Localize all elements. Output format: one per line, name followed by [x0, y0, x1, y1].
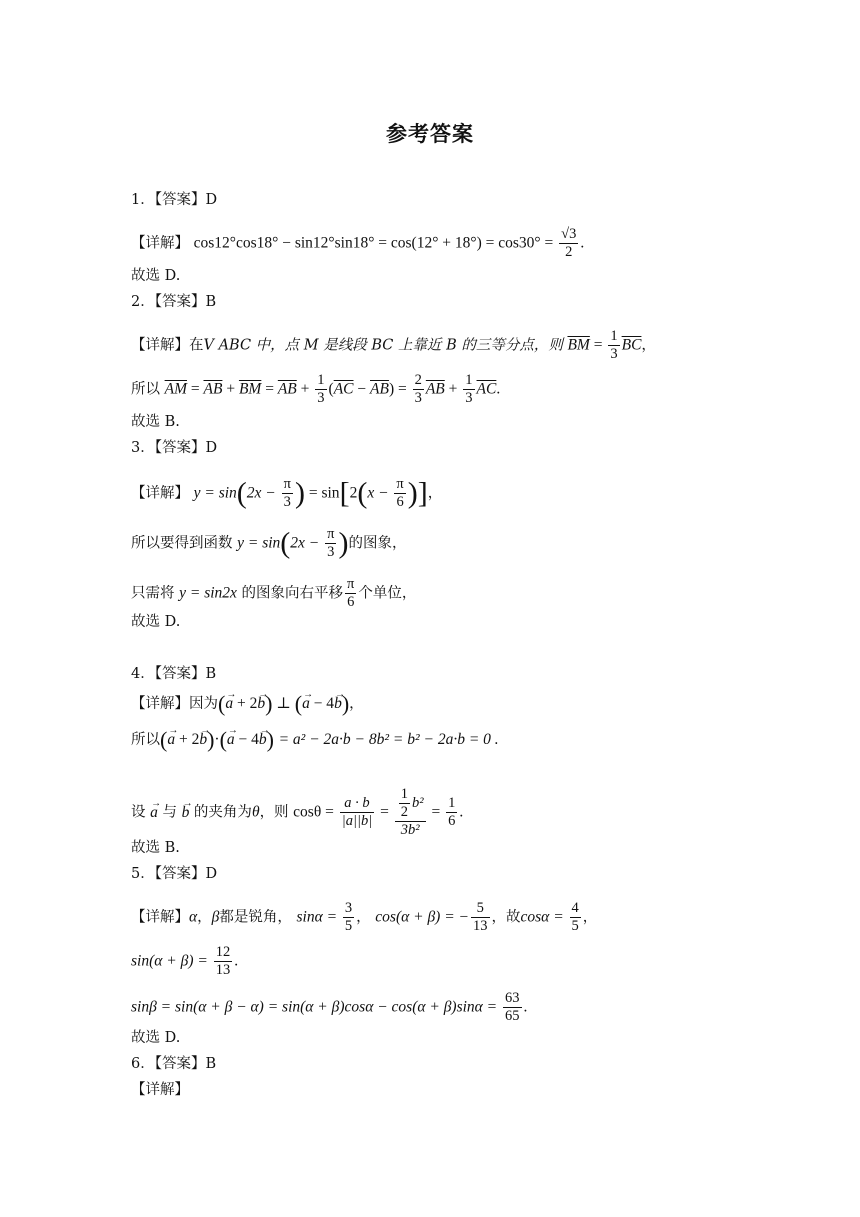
q4-frac-result [446, 795, 457, 830]
q2-vector-am: $\overline{AM}$ [164, 380, 187, 398]
q4-line3-c: 的夹角为 [189, 804, 252, 821]
q4-answer: 4．【答案】B [131, 666, 217, 682]
q2-vector-bm-2: $\overline{BM}$ [238, 380, 262, 398]
q4-frac-num: a · b [340, 795, 374, 813]
q5-frac-63-65 [503, 990, 522, 1025]
q4-line2: 所以(→ a + 2→ b)·(→ a − 4→ b) = a² − 2a·b − 8b² = b² − 2a·b = 0 . [131, 730, 499, 750]
q3-y-sin-2: y = sin [237, 534, 281, 552]
q2-frac2-den: 3 [317, 390, 325, 406]
q4-frac-compound [395, 786, 426, 839]
q1-expression: cos12°cos18° − sin12°sin18° = cos(12° + 18°) = cos30° = [193, 234, 558, 252]
q5-frac-12-13 [214, 944, 233, 979]
q5-frac-3-5 [343, 900, 354, 935]
q4-detail: 【详解】因为(→ a + 2→ b) ⊥ (→ a − 4→ b)， [131, 694, 364, 714]
q5-n5: 5 [471, 900, 490, 918]
q4-frac-den: |a||b| [341, 813, 373, 829]
q4-line2-label: 所以 [131, 732, 160, 748]
q2-frac3-num: 2 [414, 372, 422, 388]
q3-arg: 2x − [246, 484, 280, 502]
q2-so: 所以 [131, 381, 165, 398]
q1-frac-den: 2 [565, 244, 573, 260]
q3-three: 3 [283, 494, 291, 510]
q3-choice: 故选 D. [131, 614, 181, 630]
q5-frac-5-13 [471, 900, 490, 935]
q3-answer: 3．【答案】D [131, 440, 218, 456]
q4-line2-expr: = a² − 2a·b − 8b² = b² − 2a·b = 0 . [278, 731, 499, 748]
q5-sin-alpha: sinα = [296, 908, 341, 926]
q1-fraction [559, 226, 578, 261]
q3-detail-label: 【详解】 [131, 485, 189, 502]
q3-six-2: 6 [347, 594, 355, 610]
q2-eq: = [589, 336, 607, 354]
q4-line3-a: 设 [131, 804, 151, 821]
q1-detail-label: 【详解】 [131, 235, 189, 252]
q2-frac-third [608, 328, 619, 363]
q5-line2: sin(α + β) = $\frac{12}{13}$ . [131, 944, 239, 978]
q5-alpha: α [189, 908, 198, 926]
q3-pi-3: π [327, 526, 335, 542]
q2-vector-ab-3: $\overline{AB}$ [370, 380, 389, 398]
q2-frac-num: 1 [610, 328, 618, 344]
q2-detail-text: V ABC 中，点 M 是线段 BC 上靠近 B 的三等分点，则 [203, 337, 563, 354]
q5-beta: β [211, 908, 220, 926]
page-title: 参考答案 [386, 122, 474, 146]
q3-frac-pi3 [282, 476, 293, 511]
q1-answer: 1．【答案】D [131, 192, 218, 208]
q5-d65: 65 [505, 1008, 520, 1024]
q3-three-2: 3 [327, 544, 335, 560]
q3-line2-text: 所以要得到函数 [131, 535, 233, 552]
q3-line3-c: 个单位， [358, 585, 417, 602]
q4-3b2: 3b² [400, 822, 420, 838]
q3-frac-pi3-2 [325, 526, 336, 561]
q2-frac-third-2 [315, 372, 326, 407]
q2-vector-ac: $\overline{AC}$ [333, 380, 354, 398]
q5-n63: 63 [505, 990, 520, 1006]
q3-x-minus: x − [367, 484, 393, 502]
q2-detail [131, 328, 656, 363]
q5-cos-alpha: cosα = [520, 908, 568, 926]
q2-frac2-num: 1 [317, 372, 325, 388]
q3-line3-b: 的图象向右平移 [241, 585, 344, 602]
q5-cos-ab: cos(α + β) = − [375, 908, 470, 926]
q2-answer: 2．【答案】B [131, 294, 217, 310]
q2-line2: 所以 $\overline{AM} = \overline{AB} + \overline{BM} = \overline{AB}$ + $\frac{1}{3}$ $(\overline{AC} - \overline{AB})$ = $\frac{2}{3}$ $\overline{AB}$ + $\frac{1}{3}$ $\overline{AC}$. [131, 372, 501, 406]
q6-answer: 6．【答案】B [131, 1056, 217, 1072]
q5-detail: 【详解】α，β都是锐角， sinα = $\frac{3}{5}$ ， cos(α + β) = − $\frac{5}{13}$ ，故cosα = $\frac{4}{5}$ ， [131, 900, 598, 934]
q4-theta: θ [251, 803, 260, 821]
q5-sin-ab: sin(α + β) = [131, 952, 212, 970]
q4-line3: 设 → a 与 → b 的夹角为θ，则 cosθ = $\frac{a \cdot b}{|a||b|}$ = $\frac{1}{2}$ b² 3b² = $\frac{1}{6}$ . [131, 786, 463, 839]
q3-y-sin: y = sin [193, 484, 237, 502]
q5-detail-label: 【详解】 [131, 909, 189, 926]
q2-detail-label: 【详解】在 [131, 337, 204, 354]
q5-frac-4-5 [570, 900, 581, 935]
q5-n12: 12 [215, 944, 231, 960]
q2-vector-bm: $\overline{BM}$ [567, 336, 590, 354]
q1-choice: 故选 D. [131, 268, 181, 284]
q4-half-num: 1 [400, 786, 408, 802]
q3-pi-2: π [396, 476, 404, 492]
q2-vector-ac-2: $\overline{AC}$ [476, 380, 497, 398]
q3-frac-shift [345, 576, 356, 611]
q2-frac3-den: 3 [414, 390, 422, 406]
q5-sep: ， [197, 909, 212, 926]
q4-frac-half [399, 786, 410, 821]
q4-detail-label: 【详解】因为 [131, 696, 218, 712]
q1-detail [131, 226, 584, 261]
q4-choice: 故选 B. [131, 840, 180, 856]
q4-result-num: 1 [448, 795, 456, 811]
q3-detail: 【详解】 y = sin(2x − $\frac{\pi}{3}$ ) = sin[2(x − $\frac{\pi}{6}$ )]， [131, 476, 443, 510]
q4-line3-b: 与 [157, 804, 182, 821]
q3-arg-2: 2x − [290, 534, 324, 552]
q3-line3-a: 只需将 [131, 585, 175, 602]
q1-frac-num: √3 [561, 226, 577, 242]
q5-n4: 4 [571, 900, 579, 916]
q2-frac4-num: 1 [465, 372, 473, 388]
q5-d5-2: 5 [571, 918, 579, 934]
q5-so: ，故 [491, 909, 521, 926]
q3-two: 2 [349, 484, 358, 502]
q2-vector-ab-4: $\overline{AB}$ [425, 380, 445, 398]
q3-line3-expr: y = sin2x [179, 584, 237, 602]
q2-frac-two-thirds [413, 372, 424, 407]
q5-d13-2: 13 [215, 962, 231, 978]
q5-d13: 13 [473, 918, 488, 934]
q5-n3: 3 [344, 900, 353, 916]
q4-cos-theta: cosθ = [293, 803, 338, 821]
q4-result-den: 6 [448, 813, 456, 829]
q4-b2: b² [411, 794, 424, 811]
q5-line3-expr: sinβ = sin(α + β − α) = sin(α + β)cosα − cos(α + β)sinα = [131, 998, 502, 1016]
q4-half-den: 2 [400, 804, 408, 820]
q5-choice: 故选 D. [131, 1030, 181, 1046]
q1-end: . [580, 234, 585, 252]
q4-line3-d: ，则 [259, 804, 289, 821]
q5-d5: 5 [344, 918, 353, 934]
q3-pi: π [283, 476, 291, 492]
q3-line3 [131, 576, 416, 611]
q2-frac4-den: 3 [465, 390, 473, 406]
q2-vector-ab-2: $\overline{AB}$ [277, 380, 297, 398]
q2-comma: ， [641, 337, 656, 354]
q3-pi-4: π [347, 576, 355, 592]
q2-vector-ab: $\overline{AB}$ [203, 380, 223, 398]
q5-acute: 都是锐角， [219, 909, 292, 926]
q5-answer: 5．【答案】D [131, 866, 218, 882]
q3-frac-pi6 [394, 476, 405, 511]
q2-frac-den: 3 [610, 346, 618, 362]
q3-six: 6 [396, 494, 404, 510]
q2-frac-third-3 [463, 372, 474, 407]
q6-detail-label: 【详解】 [131, 1082, 189, 1098]
q2-choice: 故选 B. [131, 414, 180, 430]
q2-vector-bc: $\overline{BC}$ [621, 336, 642, 354]
q3-line2-end: 的图象， [348, 535, 407, 552]
q3-eq-sin: = sin [304, 484, 340, 502]
q3-line2: 所以要得到函数 y = sin(2x − $\frac{\pi}{3}$ )的图象， [131, 526, 407, 560]
q4-frac-ab [340, 795, 374, 830]
q5-line3: sinβ = sin(α + β − α) = sin(α + β)cosα − cos(α + β)sinα = $\frac{63}{65}$ . [131, 990, 528, 1024]
